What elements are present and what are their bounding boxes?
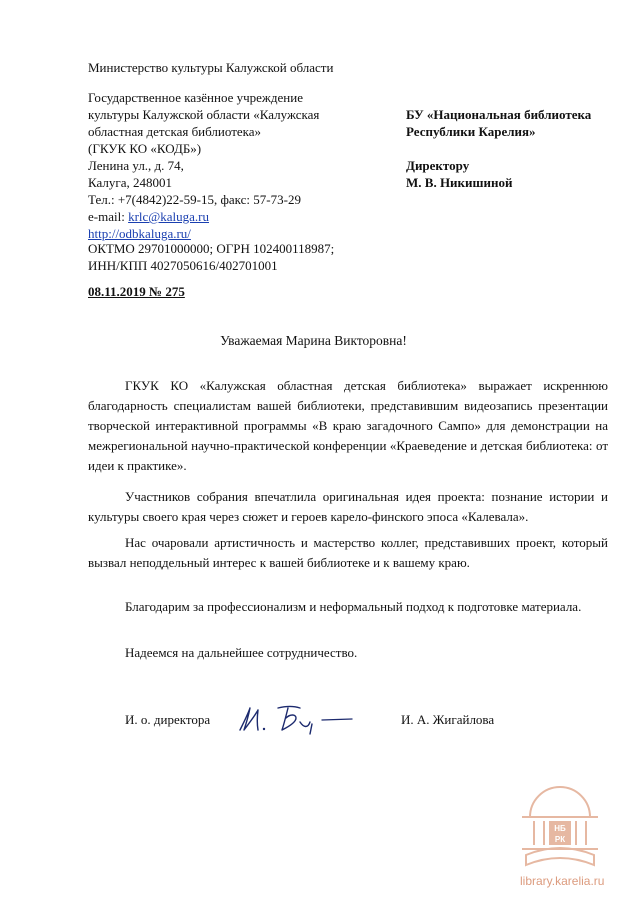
signatory-name: И. А. Жигайлова [401,712,495,727]
paragraph-line: Нас очаровали артистичность и мастерство коллег, представивших проект, который [125,535,608,550]
salutation: Уважаемая Марина Викторовна! [220,333,407,348]
watermark-site: library.karelia.ru [520,874,605,888]
paragraph-line: идеи к практике». [88,458,187,473]
sender-email-row [88,208,209,225]
paragraph-line: межрегиональной научно-практической конференции «Краеведение и детская библиотека: от [88,438,608,453]
letter-paragraph-1 [88,376,608,476]
sender-codes-line: ОКТМО 29701000000; ОГРН 102400118987; [88,241,335,256]
letter-paragraph-3 [88,533,608,573]
sender-ministry: Министерство культуры Калужской области [88,60,334,75]
paragraph-line: благодарность специалистам вашей библиотеки, представившим видеозапись презентации [88,398,608,413]
recipient-position: Директору [406,158,470,173]
signatory-position: И. о. директора [125,712,211,727]
email-link[interactable]: krlc@kaluga.ru [128,209,209,224]
letter-paragraph-4: Благодарим за профессионализм и неформальный подход к подготовке материала. [125,599,582,614]
recipient-org-line: БУ «Национальная библиотека [406,107,592,122]
paragraph-line: вызвал неподдельный интерес к вашей библиотеке и к вашему краю. [88,555,470,570]
paragraph-line: Участников собрания впечатлила оригинальная идея проекта: познание истории и [125,489,608,504]
library-logo-watermark [512,781,608,873]
sender-address-line: Ленина ул., д. 74, [88,158,184,173]
paragraph-line: ГКУК КО «Калужская областная детская библиотека» выражает искреннюю [125,378,608,393]
sender-org-line: областная детская библиотека» [88,124,262,139]
letter-paragraph-5: Надеемся на дальнейшее сотрудничество. [125,645,358,660]
sender-codes-line: ИНН/КПП 4027050616/402701001 [88,258,278,273]
email-label: e-mail: [88,209,129,224]
paragraph-line: культуры своего края через сюжет и героев карело-финского эпоса «Калевала». [88,509,529,524]
sender-org-line: (ГКУК КО «КОДБ») [88,141,202,156]
sender-org-line: культуры Калужской области «Калужская [88,107,320,122]
paragraph-line: творческой интерактивной программы «В краю загадочного Сампо» для демонстрации на [88,418,608,433]
letter-paragraph-2 [88,487,608,527]
svg-text:РК: РК [554,835,566,844]
svg-text:НБ: НБ [554,824,566,833]
website-link[interactable]: http://odbkaluga.ru/ [88,226,191,241]
handwritten-signature [230,700,360,736]
sender-org-line: Государственное казённое учреждение [88,90,303,105]
document-reference: 08.11.2019 № 275 [88,284,185,299]
recipient-org-line: Республики Карелия» [406,124,536,139]
sender-phone: Тел.: +7(4842)22-59-15, факс: 57-73-29 [88,192,301,207]
sender-address-line: Калуга, 248001 [88,175,172,190]
recipient-name: М. В. Никишиной [406,175,513,190]
